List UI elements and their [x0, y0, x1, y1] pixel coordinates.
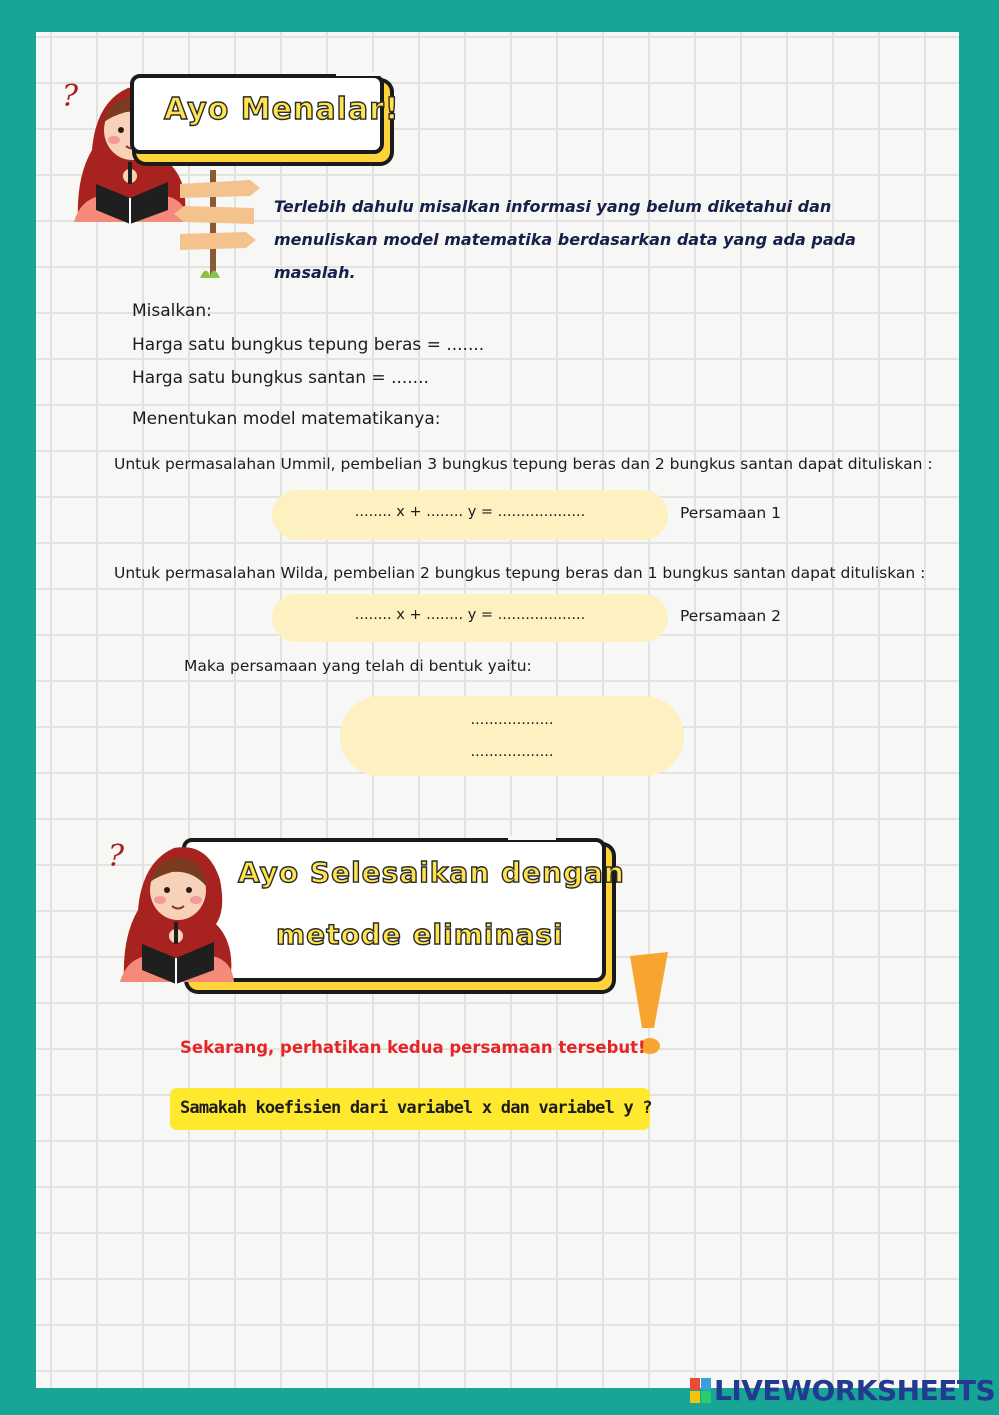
variable-line-1: Harga satu bungkus tepung beras = ....... [132, 335, 485, 355]
svg-text:?: ? [108, 839, 125, 874]
problem-1-text: Untuk permasalahan Ummil, pembelian 3 bungkus tepung beras dan 2 bungkus santan dapat dituliskan : [114, 455, 933, 473]
intro-text: Terlebih dahulu misalkan informasi yang belum diketahui dan menuliskan model matematika berdasarkan data yang ada pada masalah. [274, 197, 856, 282]
equation-1: ........ x + ........ y = ................... [354, 504, 586, 520]
system-label: Maka persamaan yang telah di bentuk yaitu: [184, 657, 532, 675]
variable-line-2: Harga satu bungkus santan = ....... [132, 368, 429, 388]
system-line-2: .................. [470, 744, 554, 760]
worksheet-page [36, 32, 959, 1388]
system-line-1: .................. [470, 712, 554, 728]
question-highlight [170, 1088, 650, 1130]
live-badge-icon [690, 1378, 712, 1404]
system-pill[interactable] [340, 696, 684, 776]
equation-2-pill[interactable] [272, 594, 668, 642]
svg-text:?: ? [62, 79, 79, 114]
liveworksheets-text: LIVEWORKSHEETS [714, 1374, 996, 1407]
section-2-title-line-1: Ayo Selesaikan dengan [238, 856, 625, 889]
variables-label: Misalkan: [132, 301, 212, 321]
title-box-gap-2 [508, 836, 556, 840]
equation-2: ........ x + ........ y = ................... [354, 607, 586, 623]
problem-2-text: Untuk permasalahan Wilda, pembelian 2 bungkus tepung beras dan 1 bungkus santan dapat dituliskan : [114, 564, 926, 582]
title-box-gap [336, 72, 384, 76]
signpost-icon [170, 168, 264, 285]
equation-2-label: Persamaan 2 [680, 607, 781, 625]
model-label: Menentukan model matematikanya: [132, 409, 441, 429]
section-title: Ayo Menalar! [164, 92, 400, 127]
section-2-title-line-2: metode eliminasi [276, 918, 564, 951]
girl-reading-illustration-2 [116, 832, 236, 992]
question-text: Samakah koefisien dari variabel x dan variabel y ? [180, 1098, 652, 1118]
equation-1-label: Persamaan 1 [680, 504, 781, 522]
equation-1-pill[interactable] [272, 490, 668, 540]
notice-text: Sekarang, perhatikan kedua persamaan tersebut! [180, 1038, 646, 1057]
